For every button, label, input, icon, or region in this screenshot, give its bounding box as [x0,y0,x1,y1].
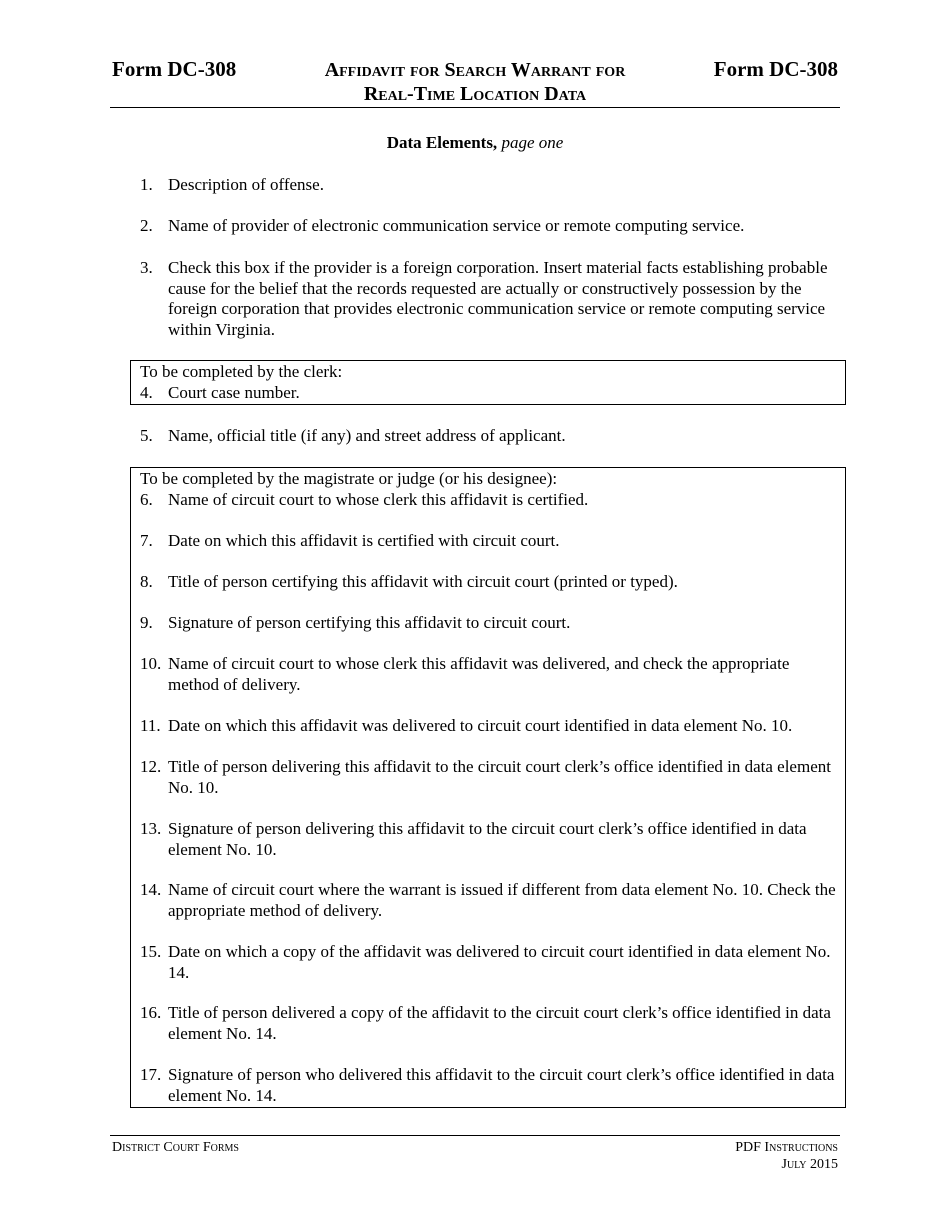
item-number: 15. [140,942,162,961]
item-number: 7. [140,531,153,550]
magistrate-section-label: To be completed by the magistrate or judge (or his designee): [140,469,558,488]
footer-left: District Court Forms [112,1140,239,1155]
item-number: 6. [140,490,153,509]
document-title [250,58,700,106]
data-element-8 [140,572,840,593]
subtitle-italic: page one [501,133,564,152]
data-element-5 [140,426,840,447]
item-text: Description of offense. [168,175,324,194]
item-number: 12. [140,757,162,776]
data-element-11 [140,716,840,737]
item-text: Date on which a copy of the affidavit was delivered to circuit court identified in data element No. 14. [168,942,831,982]
footer-right [735,1139,838,1173]
data-element-1 [140,175,840,196]
data-element-6 [140,490,840,511]
item-number: 17. [140,1065,162,1084]
data-element-4 [140,383,840,404]
item-text: Name of circuit court where the warrant is issued if different from data element No. 10. Check the appropriate method of delivery. [168,880,836,920]
item-number: 16. [140,1003,162,1022]
item-text: Title of person certifying this affidavit with circuit court (printed or typed). [168,572,678,591]
item-text: Name, official title (if any) and street address of applicant. [168,426,566,445]
item-text: Date on which this affidavit was delivered to circuit court identified in data element No. 10. [168,716,793,735]
header-divider [110,107,840,108]
item-number: 11. [140,716,161,735]
data-element-15 [140,942,840,983]
data-element-7 [140,531,840,552]
item-number: 13. [140,819,162,838]
item-text: Name of circuit court to whose clerk this affidavit is certified. [168,490,589,509]
data-element-13 [140,819,840,860]
clerk-section-label: To be completed by the clerk: [140,362,343,381]
item-text: Signature of person delivering this affidavit to the circuit court clerk’s office identified in data element No. 10. [168,819,807,859]
item-number: 3. [140,258,153,277]
item-number: 4. [140,383,153,402]
form-number-left: Form DC-308 [112,57,237,81]
item-number: 14. [140,880,162,899]
subtitle-bold: Data Elements, [386,133,498,152]
item-text: Court case number. [168,383,300,402]
item-number: 5. [140,426,153,445]
footer-right-line1: PDF Instructions [735,1140,838,1155]
item-number: 10. [140,654,162,673]
document-title-line1: Affidavit for Search Warrant for [324,59,626,81]
data-element-17 [140,1065,840,1106]
data-element-2 [140,216,840,237]
data-element-9 [140,613,840,634]
data-element-12 [140,757,840,798]
item-text: Check this box if the provider is a foreign corporation. Insert material facts establishing probable cause for the belief that the records requested are actually or constructively possession by the foreign corporation that provides electronic communication service or remote computing service within Virginia. [168,258,828,339]
data-element-10 [140,654,840,695]
footer-right-line2: July 2015 [781,1157,838,1172]
form-number-right: Form DC-308 [713,57,838,81]
data-element-3 [140,258,840,340]
data-element-14 [140,880,840,921]
item-text: Name of circuit court to whose clerk this affidavit was delivered, and check the appropriate method of delivery. [168,654,790,694]
item-number: 1. [140,175,153,194]
item-text: Title of person delivering this affidavit to the circuit court clerk’s office identified in data element No. 10. [168,757,831,797]
item-text: Signature of person certifying this affidavit to circuit court. [168,613,571,632]
footer-divider [110,1135,840,1136]
item-number: 2. [140,216,153,235]
page-subtitle [0,132,950,154]
item-text: Signature of person who delivered this affidavit to the circuit court clerk’s office identified in data element No. 14. [168,1065,835,1105]
data-element-16 [140,1003,840,1044]
item-text: Name of provider of electronic communication service or remote computing service. [168,216,745,235]
document-title-line2: Real-Time Location Data [363,83,587,105]
item-number: 8. [140,572,153,591]
item-text: Title of person delivered a copy of the affidavit to the circuit court clerk’s office identified in data element No. 14. [168,1003,831,1043]
item-number: 9. [140,613,153,632]
item-text: Date on which this affidavit is certified with circuit court. [168,531,560,550]
